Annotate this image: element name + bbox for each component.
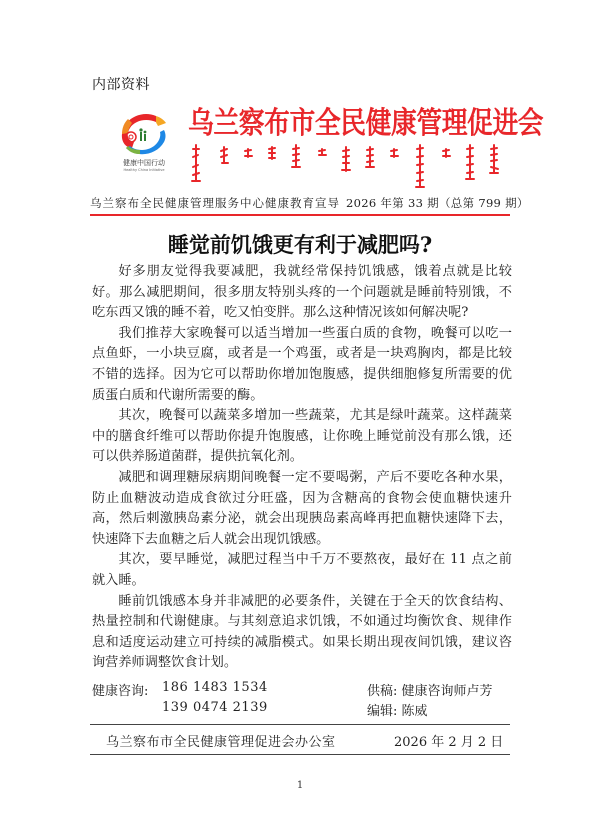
footer-divider-bottom (90, 754, 510, 755)
page-number: 1 (296, 780, 304, 791)
masthead-publisher: 乌兰察布全民健康管理服务中心健康教育宣导 (90, 196, 340, 210)
article-paragraph: 我们推荐大家晚餐可以适当增加一些蛋白质的食物，晚餐可以吃一点鱼虾，一小块豆腐，或者是一个鸡蛋，或者是一块鸡胸肉，都是比较不错的选择。因为它可以帮助你增加饱腹感，提供细胞修复所需要的优质蛋白质和代谢所需要的酶。 (92, 325, 512, 403)
internal-material-label: 内部资料 (92, 77, 150, 93)
masthead-issue-number: 2026 年第 33 期（总第 799 期） (346, 196, 529, 210)
contact-label: 健康咨询: (92, 684, 149, 699)
logo-subcaption: Healthy China Initiative (123, 168, 165, 172)
article-paragraph: 其次，要早睡觉，减肥过程当中千万不要熬夜，最好在 11 点之前就入睡。 (92, 552, 512, 588)
editor-credit: 编辑: 陈威 (367, 704, 428, 719)
contact-phone: 139 0474 2139 (162, 700, 268, 715)
article-paragraph: 睡前饥饿感本身并非减肥的必要条件，关键在于全天的饮食结构、热量控制和代谢健康。与其刻意追求饥饿，不如通过均衡饮食、规律作息和适度运动建立可持续的减脂模式。如果长期出现夜间饥饿，建议咨询营养师调整饮食计划。 (92, 593, 512, 671)
masthead-divider (90, 214, 510, 216)
article-body (92, 262, 512, 674)
article-title: 睡觉前饥饿更有利于减肥吗? (167, 232, 433, 257)
logo-caption: 健康中国行动 (123, 159, 165, 167)
organization-title: 乌兰察布市全民健康管理促进会 (188, 106, 544, 141)
footer-date: 2026 年 2 月 2 日 (394, 735, 504, 750)
contact-phone: 186 1483 1534 (162, 680, 268, 695)
contributor-credit: 供稿: 健康咨询师卢芳 (367, 684, 493, 699)
footer-organization: 乌兰察布市全民健康管理促进会办公室 (106, 735, 336, 750)
article-paragraph: 好多朋友觉得我要减肥，我就经常保持饥饿感，饿着点就是比较好。那么减肥期间，很多朋友特别头疼的一个问题就是睡前特别饿，不吃东西又饿的睡不着，吃又怕变胖。那么这种情况该如何解决呢? (92, 264, 512, 321)
article-paragraph: 其次，晚餐可以蔬菜多增加一些蔬菜，尤其是绿叶蔬菜。这样蔬菜中的膳食纤维可以帮助你提升饱腹感，让你晚上睡觉前没有那么饿，还可以供养肠道菌群，提供抗氧化剂。 (92, 408, 512, 465)
footer-divider-top (90, 724, 510, 725)
article-paragraph: 减肥和调理糖尿病期间晚餐一定不要喝粥，产后不要吃各种水果，防止血糖波动造成食欲过分旺盛，因为含糖高的食物会使血糖快速升高，然后刺激胰岛素分泌，就会出现胰岛素高峰再把血糖快速降下去，快速降下去血糖之后人就会出现饥饿感。 (92, 469, 512, 547)
mongolian-script-org-name-icon (188, 143, 508, 191)
